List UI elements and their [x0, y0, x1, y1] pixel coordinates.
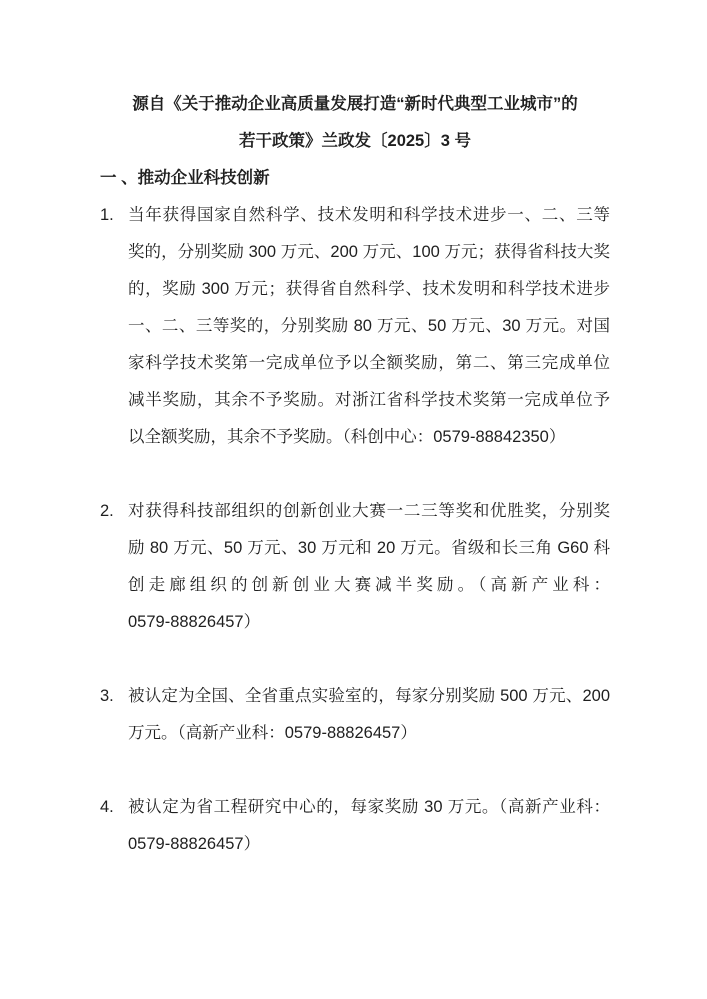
list-item-1 [100, 197, 610, 456]
paragraph-line: 万元。（高新产业科：0579-88826457） [128, 724, 417, 742]
paragraph-line: 0579-88826457） [128, 613, 261, 631]
paragraph-line: 当年获得国家自然科学、技术发明和科学技术进步一、二、三等 [128, 206, 610, 224]
list-item-number: 2. [100, 502, 114, 520]
section-heading: 一 、推动企业科技创新 [100, 169, 270, 187]
paragraph-line: 对获得科技部组织的创新创业大赛一二三等奖和优胜奖，分别奖 [128, 502, 610, 520]
list-item-number: 3. [100, 687, 114, 705]
paragraph-line: 励 80 万元、50 万元、30 万元和 20 万元。省级和长三角 G60 科 [128, 539, 610, 557]
list-item-3 [100, 678, 610, 752]
list-item-text [128, 197, 610, 456]
list-item-text [128, 789, 610, 863]
paragraph-line: 家科学技术奖第一完成单位予以全额奖励，第二、第三完成单位 [128, 354, 610, 372]
paragraph-line: 以全额奖励，其余不予奖励。（科创中心：0579-88842350） [128, 428, 566, 446]
paragraph-line: 的，奖励 300 万元；获得省自然科学、技术发明和科学技术进步 [128, 280, 610, 298]
paragraph-line: 一、二、三等奖的，分别奖励 80 万元、50 万元、30 万元。对国 [128, 317, 610, 335]
document-title [100, 86, 610, 160]
list-item-4 [100, 789, 610, 863]
title-line-2: 若干政策》兰政发〔2025〕3 号 [239, 132, 471, 150]
paragraph-line: 减半奖励，其余不予奖励。对浙江省科学技术奖第一完成单位予 [128, 391, 610, 409]
paragraph-line: 0579-88826457） [128, 835, 261, 853]
paragraph-line: 被认定为省工程研究中心的，每家奖励 30 万元。（高新产业科： [128, 798, 610, 816]
list-item-number: 4. [100, 798, 114, 816]
list-item-2 [100, 493, 610, 641]
list-item-text [128, 678, 610, 752]
list-item-number: 1. [100, 206, 114, 224]
numbered-item-list [100, 197, 610, 863]
title-line-1: 源自《关于推动企业高质量发展打造“新时代典型工业城市”的 [132, 95, 578, 113]
list-item-text [128, 493, 610, 641]
paragraph-line: 奖的，分别奖励 300 万元、200 万元、100 万元；获得省科技大奖 [128, 243, 610, 261]
paragraph-line: 被认定为全国、全省重点实验室的，每家分别奖励 500 万元、200 [128, 687, 610, 705]
paragraph-line: 创走廊组织的创新创业大赛减半奖励。（高新产业科： [128, 576, 610, 594]
